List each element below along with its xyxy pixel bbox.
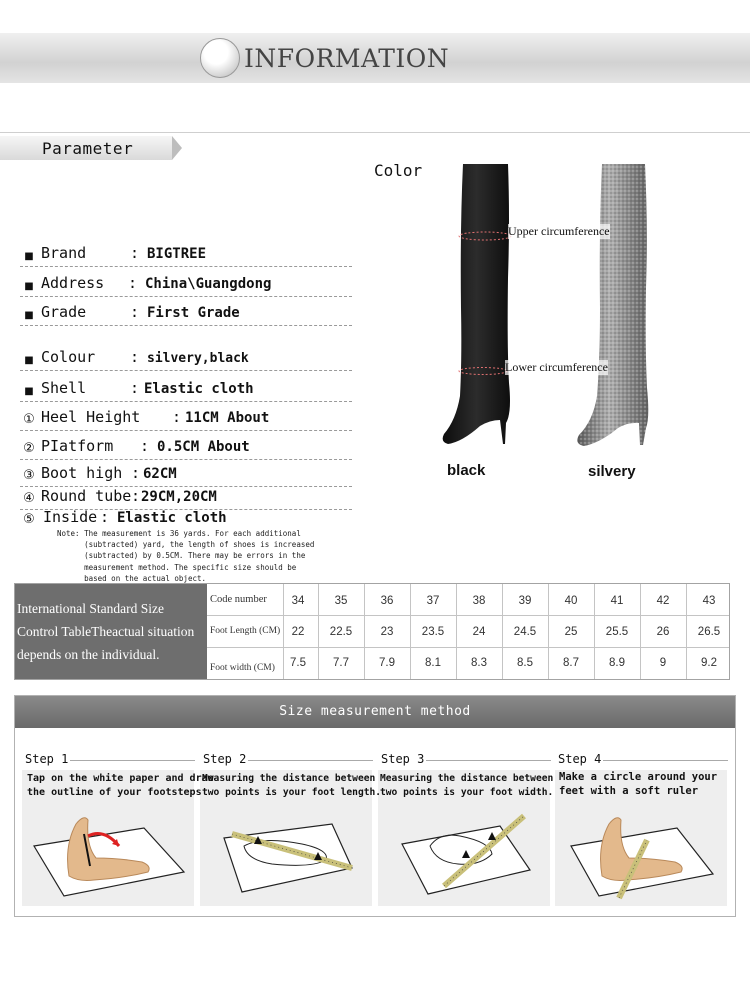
- table-cell: 23.5: [421, 626, 445, 638]
- header-circle-ornament: [200, 38, 240, 78]
- spec-colon: :: [172, 408, 182, 426]
- table-cell: 9: [659, 657, 667, 669]
- black-boot-image: [430, 158, 540, 458]
- step-1-description: Tap on the white paper and draw the outline of your footsteps: [27, 773, 214, 798]
- table-cell: 42: [656, 595, 670, 607]
- spec-value: BIGTREE: [147, 246, 207, 262]
- step-1-title: Step 1: [25, 752, 69, 766]
- table-cell: 26.5: [697, 626, 721, 638]
- spec-colon: :: [131, 464, 141, 482]
- table-cell: 8.7: [563, 657, 579, 669]
- silvery-caption: silvery: [588, 463, 636, 480]
- number-one-icon: ①: [23, 412, 35, 427]
- number-five-icon: ⑤: [23, 512, 35, 527]
- spec-row-colour: [20, 343, 352, 371]
- table-cell: 7.7: [333, 657, 349, 669]
- spec-colon: :: [130, 244, 140, 262]
- table-cell: 8.3: [471, 657, 487, 669]
- table-cell: 7.5: [290, 657, 306, 669]
- spec-colon: :: [128, 274, 138, 292]
- foot-width-illustration: [380, 806, 550, 904]
- step-2-description: Measuring the distance between two points is your foot length.: [202, 773, 382, 798]
- spec-row-heel-height: [20, 403, 352, 431]
- divider-line: [0, 132, 750, 133]
- spec-colon: :: [130, 379, 140, 397]
- spec-label: Heel Height: [41, 408, 141, 426]
- spec-value: Elastic cloth: [117, 510, 227, 526]
- spec-label: Grade: [41, 303, 87, 321]
- table-cell: 37: [426, 595, 440, 607]
- spec-colon: :: [130, 303, 140, 321]
- row-label-code-number: Code number: [210, 594, 267, 605]
- table-cell: 35: [334, 595, 348, 607]
- spec-label: Address: [41, 274, 105, 292]
- parameter-tab-corner: [172, 136, 182, 160]
- spec-label: PIatform: [41, 437, 114, 455]
- number-four-icon: ④: [23, 491, 35, 506]
- silvery-boot-image: [560, 158, 670, 458]
- bullet-icon: ■: [24, 386, 34, 397]
- upper-circumference-label: Upper circumference: [508, 224, 610, 238]
- spec-row-inside: [20, 502, 352, 530]
- spec-value: 62CM: [143, 466, 177, 482]
- table-cell: 8.9: [609, 657, 625, 669]
- color-title: Color: [374, 161, 423, 180]
- spec-value: Elastic cloth: [144, 381, 254, 397]
- spec-row-shell: [20, 374, 352, 402]
- table-cell: 38: [472, 595, 486, 607]
- table-cell: 43: [702, 595, 716, 607]
- spec-value: 29CM,20CM: [141, 489, 217, 505]
- spec-row-brand: [20, 239, 352, 267]
- foot-length-illustration: [202, 806, 372, 904]
- table-cell: 23: [380, 626, 394, 638]
- spec-row-platform: [20, 432, 352, 460]
- foot-circumference-illustration: [557, 806, 727, 904]
- black-caption: black: [447, 462, 486, 479]
- spec-value: 0.5CM About: [157, 439, 250, 455]
- foot-tracing-illustration: [24, 806, 194, 904]
- lower-circumference-label: Lower circumference: [505, 360, 608, 374]
- bullet-icon: ■: [24, 251, 34, 262]
- row-label-foot-length: Foot Length (CM): [210, 626, 281, 636]
- table-cell: 7.9: [379, 657, 395, 669]
- size-note: Note: The measurement is 36 yards. For each additional (subtracted) yard, the length of shoes is increased (subtracted) by 0.5CM. There may be errors in the measurement method. The specific size should be based on the actual object.: [57, 529, 315, 583]
- table-cell: 8.1: [425, 657, 441, 669]
- row-label-foot-width: Foot width (CM): [210, 663, 275, 673]
- table-cell: 36: [380, 595, 394, 607]
- table-cell: 25: [564, 626, 578, 638]
- table-cell: 25.5: [605, 626, 629, 638]
- spec-label: Boot high: [41, 464, 123, 482]
- table-cell: 24: [472, 626, 486, 638]
- table-cell: 8.5: [517, 657, 533, 669]
- step-4-description: Make a circle around your feet with a soft ruler: [559, 771, 718, 797]
- spec-colon: :: [140, 437, 150, 455]
- number-three-icon: ③: [23, 468, 35, 483]
- table-cell: 22.5: [329, 626, 353, 638]
- table-cell: 40: [564, 595, 578, 607]
- spec-label: Colour: [41, 348, 96, 366]
- step-4-title: Step 4: [558, 752, 602, 766]
- spec-value: 11CM About: [185, 410, 270, 426]
- spec-label: Brand: [41, 244, 87, 262]
- table-cell: 22: [291, 626, 305, 638]
- bullet-icon: ■: [24, 310, 34, 321]
- spec-colon: :: [100, 508, 110, 526]
- spec-label: Inside: [43, 508, 98, 526]
- table-cell: 34: [291, 595, 305, 607]
- step-3-title: Step 3: [381, 752, 425, 766]
- spec-colon: :: [130, 348, 140, 366]
- step-2-title: Step 2: [203, 752, 247, 766]
- size-table: [14, 583, 730, 680]
- table-cell: 41: [610, 595, 624, 607]
- table-cell: 24.5: [513, 626, 537, 638]
- spec-value: silvery,black: [147, 351, 249, 366]
- table-cell: 9.2: [701, 657, 717, 669]
- spec-label: Shell: [41, 379, 87, 397]
- size-table-intro: [15, 584, 207, 679]
- spec-colon: :: [131, 487, 141, 505]
- spec-value: First Grade: [147, 305, 240, 321]
- spec-row-address: [20, 269, 352, 297]
- size-table-intro-text: International Standard Size Control TableTheactual situation depends on the individual.: [17, 601, 195, 662]
- bullet-icon: ■: [24, 355, 34, 366]
- page-title: INFORMATION: [244, 44, 450, 73]
- bullet-icon: ■: [24, 281, 34, 292]
- parameter-title: Parameter: [42, 139, 134, 158]
- number-two-icon: ②: [23, 441, 35, 456]
- measurement-title: Size measurement method: [279, 704, 471, 719]
- table-cell: 26: [656, 626, 670, 638]
- spec-value: China\Guangdong: [145, 276, 272, 292]
- spec-label: Round tube: [41, 487, 132, 505]
- spec-row-grade: [20, 298, 352, 326]
- table-cell: 39: [518, 595, 532, 607]
- step-3-description: Measuring the distance between two points is your foot width.: [380, 773, 554, 798]
